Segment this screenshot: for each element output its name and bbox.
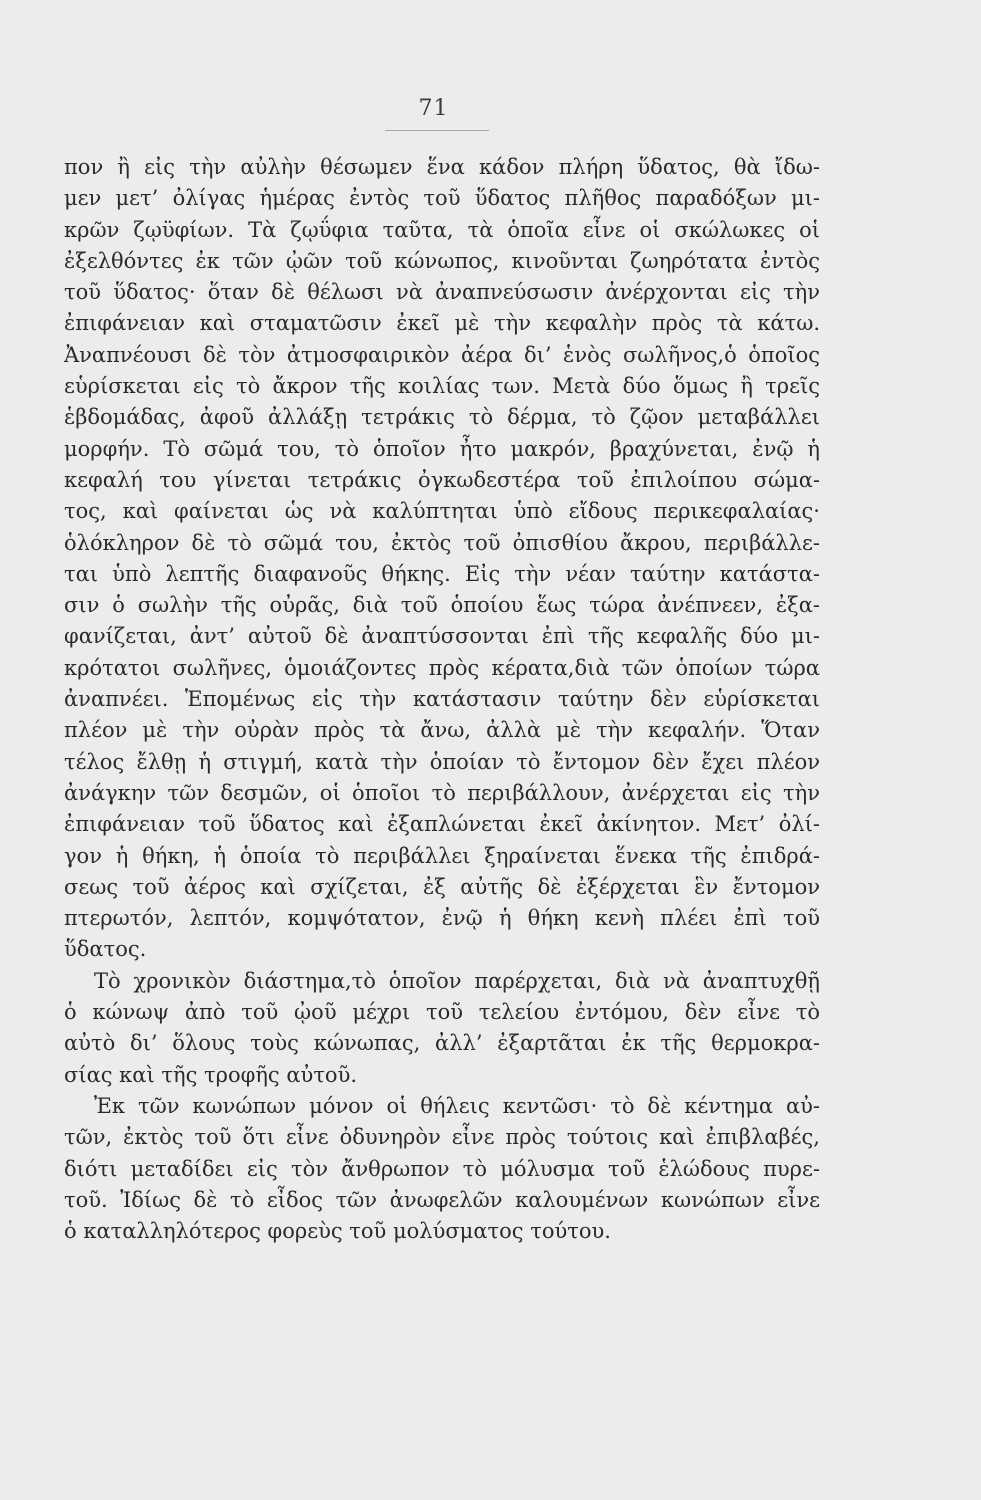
text-line: ἀναπνέει. Ἑπομένως εἰς τὴν κατάστασιν ταύτην δὲν εὑρίσκεται (64, 687, 820, 712)
page-number-rule (385, 130, 489, 131)
text-line: ἐξελθόντες ἐκ τῶν ᾠῶν τοῦ κώνωπος, κινοῦνται ζωηρότατα ἐντὸς (64, 248, 820, 273)
text-line: μεν μετ’ ὀλίγας ἡμέρας ἐντὸς τοῦ ὕδατος πλῆθος παραδόξων μι- (64, 186, 820, 211)
text-line: ται ὑπὸ λεπτῆς διαφανοῦς θήκης. Εἰς τὴν νέαν ταύτην κατάστα- (64, 561, 820, 586)
text-line: ὁ καταλληλότερος φορεὺς τοῦ μολύσματος τούτου. (64, 1219, 611, 1244)
text-line: ἐπιφάνειαν καὶ σταματῶσιν ἐκεῖ μὲ τὴν κεφαλὴν πρὸς τὰ κάτω. (64, 311, 820, 336)
text-line: τος, καὶ φαίνεται ὡς νὰ καλύπτηται ὑπὸ εἴδους περικεφαλαίας· (64, 499, 820, 524)
text-line: τῶν, ἐκτὸς τοῦ ὅτι εἶνε ὀδυνηρὸν εἶνε πρὸς τούτοις καὶ ἐπιβλαβές, (64, 1125, 820, 1150)
text-line: Ἐκ τῶν κωνώπων μόνον οἱ θήλεις κεντῶσι· τὸ δὲ κέντημα αὐ- (94, 1093, 820, 1118)
text-line: μορφήν. Τὸ σῶμά του, τὸ ὁποῖον ἦτο μακρόν, βραχύνεται, ἐνῷ ἡ (64, 436, 820, 461)
page-number: 71 (418, 96, 449, 121)
text-line: πον ἢ εἰς τὴν αὐλὴν θέσωμεν ἕνα κάδον πλήρη ὕδατος, θὰ ἴδω- (64, 155, 820, 179)
text-line: πλέον μὲ τὴν οὐρὰν πρὸς τὰ ἄνω, ἀλλὰ μὲ τὴν κεφαλήν. Ὅταν (64, 718, 820, 743)
text-line: σεως τοῦ ἀέρος καὶ σχίζεται, ἐξ αὐτῆς δὲ ἐξέρχεται ἓν ἔντομον (64, 874, 820, 899)
text-line: Ἀναπνέουσι δὲ τὸν ἀτμοσφαιρικὸν ἀέρα δι’ ἑνὸς σωλῆνος,ὁ ὁποῖος (64, 342, 820, 367)
body-text (64, 152, 820, 1247)
text-line: γον ἡ θήκη, ἡ ὁποία τὸ περιβάλλει ξηραίνεται ἕνεκα τῆς ἐπιδρά- (64, 843, 820, 868)
text-line: φανίζεται, ἀντ’ αὐτοῦ δὲ ἀναπτύσσονται ἐπὶ τῆς κεφαλῆς δύο μι- (64, 624, 820, 649)
text-line: Τὸ χρονικὸν διάστημα,τὸ ὁποῖον παρέρχεται, διὰ νὰ ἀναπτυχθῇ (94, 968, 820, 993)
text-line: κεφαλή του γίνεται τετράκις ὀγκωδεστέρα τοῦ ἐπιλοίπου σώμα- (64, 467, 820, 492)
text-line: ὕδατος. (64, 937, 147, 962)
text-line: σιν ὁ σωλὴν τῆς οὐρᾶς, διὰ τοῦ ὁποίου ἕως τώρα ἀνέπνεεν, ἐξα- (64, 593, 820, 618)
text-line: ὁλόκληρον δὲ τὸ σῶμά του, ἐκτὸς τοῦ ὀπισθίου ἄκρου, περιβάλλε- (64, 530, 820, 555)
text-line: εὑρίσκεται εἰς τὸ ἄκρον τῆς κοιλίας των. Μετὰ δύο ὅμως ἢ τρεῖς (64, 374, 820, 399)
text-line: κρῶν ζῳϋφίων. Τὰ ζῳΰφια ταῦτα, τὰ ὁποῖα εἶνε οἱ σκώλωκες οἱ (64, 217, 820, 242)
text-line: ἀνάγκην τῶν δεσμῶν, οἱ ὁποῖοι τὸ περιβάλλουν, ἀνέρχεται εἰς τὴν (64, 780, 820, 805)
text-line: αὐτὸ δι’ ὅλους τοὺς κώνωπας, ἀλλ’ ἐξαρτᾶται ἐκ τῆς θερμοκρα- (64, 1031, 820, 1056)
text-line: τοῦ. Ἰδίως δὲ τὸ εἶδος τῶν ἀνωφελῶν καλουμένων κωνώπων εἶνε (64, 1187, 820, 1212)
text-line: τοῦ ὕδατος· ὅταν δὲ θέλωσι νὰ ἀναπνεύσωσιν ἀνέρχονται εἰς τὴν (64, 280, 820, 305)
text-line: κρότατοι σωλῆνες, ὁμοιάζοντες πρὸς κέρατα,διὰ τῶν ὁποίων τώρα (64, 655, 820, 680)
text-line: διότι μεταδίδει εἰς τὸν ἄνθρωπον τὸ μόλυσμα τοῦ ἑλώδους πυρε- (64, 1156, 820, 1181)
text-line: πτερωτόν, λεπτόν, κομψότατον, ἐνῷ ἡ θήκη κενὴ πλέει ἐπὶ τοῦ (64, 906, 820, 931)
text-line: ὁ κώνωψ ἀπὸ τοῦ ᾠοῦ μέχρι τοῦ τελείου ἐντόμου, δὲν εἶνε τὸ (64, 1000, 820, 1025)
text-line: σίας καὶ τῆς τροφῆς αὐτοῦ. (64, 1062, 358, 1087)
text-line: ἐπιφάνειαν τοῦ ὕδατος καὶ ἐξαπλώνεται ἐκεῖ ἀκίνητον. Μετ’ ὀλί- (64, 812, 820, 837)
text-line: ἑβδομάδας, ἀφοῦ ἀλλάξῃ τετράκις τὸ δέρμα, τὸ ζῷον μεταβάλλει (64, 405, 820, 430)
text-line: τέλος ἔλθῃ ἡ στιγμή, κατὰ τὴν ὁποίαν τὸ ἔντομον δὲν ἔχει πλέον (64, 749, 820, 774)
